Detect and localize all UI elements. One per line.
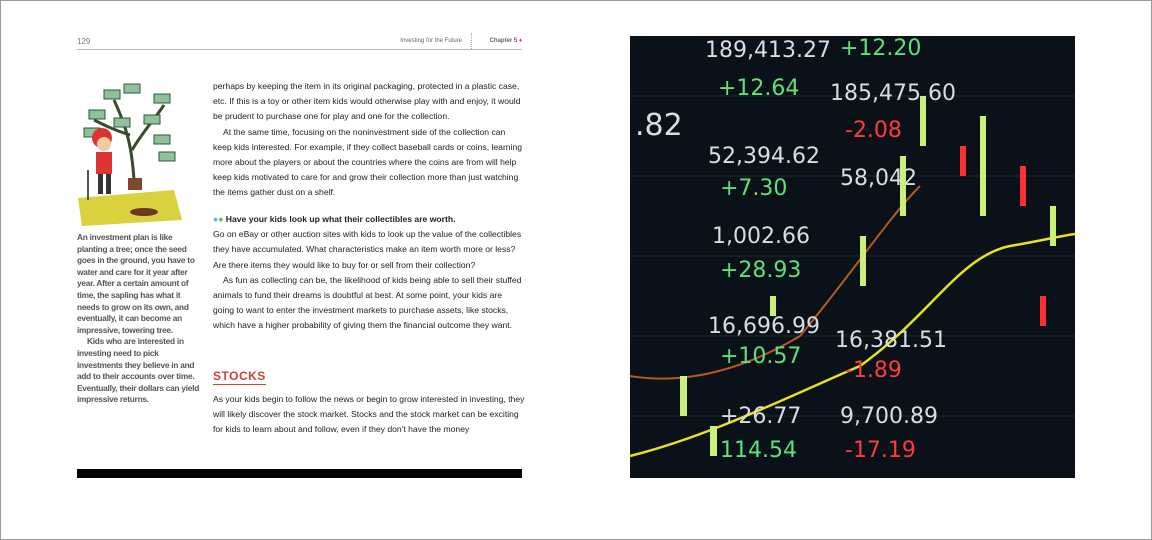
running-title: Investing for the Future (400, 38, 462, 44)
ticker-change: -17.19 (845, 438, 916, 463)
header-divider (471, 33, 472, 49)
sidebar-paragraph: An investment plan is like planting a tree; once the seed goes in the ground, you have to water and care for it year after year. After a certain amount of time, the sapling has what it needs to grow on its own, and eventually, it can become an impressive, towering tree. (77, 232, 195, 335)
page-number: 129 (77, 37, 91, 46)
ticker-value: 16,381.51 (835, 328, 947, 353)
ticker-value: 1,002.66 (712, 224, 810, 249)
ticker-value: 58,042 (840, 166, 917, 191)
paragraph: At the same time, focusing on the noninvestment side of the collection can keep kids interested. For example, if they collect baseball cards or coins, learning more about the players or about the countries where the coins are from will help keep kids motivated to care for and grow their collection more than just watching the items gather dust on a shelf. (213, 126, 523, 198)
ticker-change: -2.08 (845, 118, 902, 143)
sidebar-caption (77, 232, 201, 406)
tip-text: Go on eBay or other auction sites with kids to look up the value of the collectibles they have accumulated. What characteristics make an item worth more or less? Are there items they would like to buy for or sell from their collection? (213, 229, 522, 270)
ticker-value: +26.77 (720, 404, 802, 429)
chapter-mark: ♦ (518, 38, 522, 44)
paragraph: As your kids begin to follow the news or begin to grow interested in investing, they will likely discover the stock market. Stocks and the stock market can be exciting for kids to learn about and follow, even if they don't have the money (213, 394, 525, 435)
paragraph: perhaps by keeping the item in its original packaging, protected in a plastic case, etc. If this is a toy or other item kids would otherwise play with and enjoy, it would be prudent to purchase one for play and one for the collection. (213, 81, 521, 122)
ticker-change: +28.93 (720, 258, 802, 283)
ticker-value: 52,394.62 (708, 144, 820, 169)
body-text-top (213, 79, 525, 201)
ticker-value: 16,696.99 (708, 314, 820, 339)
ticker-change: +7.30 (720, 176, 788, 201)
page-header (77, 33, 522, 50)
ticker-change: +10.57 (720, 344, 802, 369)
ticker-value: 185,475.60 (830, 81, 956, 106)
chapter-label (490, 38, 522, 44)
ticker-change: +12.64 (718, 76, 800, 101)
sidebar-paragraph: Kids who are interested in investing need to pick investments they believe in and add to their accounts over time. Eventually, their dollars can yield impressive returns. (77, 336, 200, 405)
section-heading: STOCKS (213, 369, 266, 383)
ticker-change: +12.20 (840, 36, 922, 61)
stock-market-photo (630, 36, 1075, 478)
ticker-change: -1.89 (845, 358, 902, 383)
ticker-value: 9,700.89 (840, 404, 938, 429)
tip-box (213, 212, 525, 334)
body-text-bottom (213, 392, 525, 438)
tip-bullet-icon: ● (213, 214, 219, 224)
ticker-value: 189,413.27 (705, 38, 831, 63)
ticker-value: .82 (635, 108, 683, 143)
footer-bar (77, 469, 522, 478)
ticker-change: 114.54 (720, 438, 797, 463)
tree-illustration (74, 80, 186, 228)
tip-title: Have your kids look up what their collectibles are worth. (225, 214, 456, 224)
chapter-text: Chapter 5 (489, 38, 518, 44)
tip-bullet-icon: ● (218, 214, 224, 224)
paragraph: As fun as collecting can be, the likelihood of kids being able to sell their stuffed animals to fund their dreams is doubtful at best. At some point, your kids are going to want to enter the investment markets to purchase assets, like stocks, which have a higher probability of giving them the financial outcome they want. (213, 274, 522, 331)
